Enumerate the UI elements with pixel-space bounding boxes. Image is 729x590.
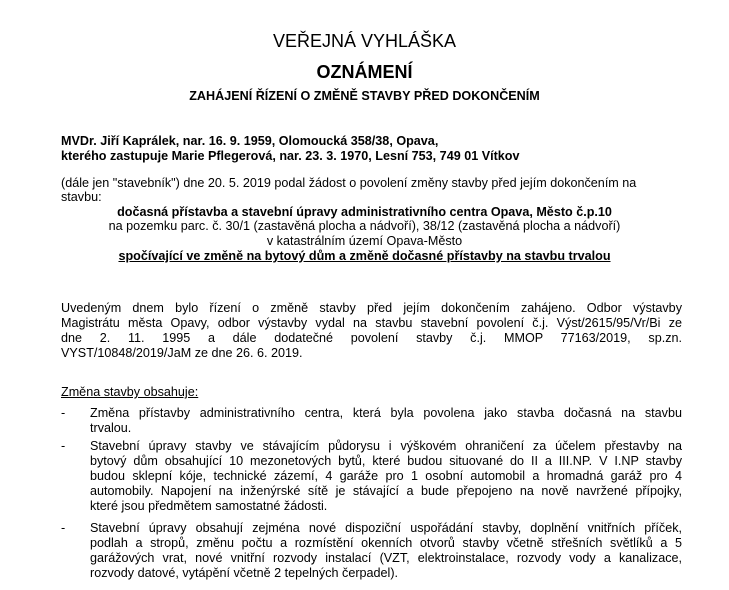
item-2-line-4: automobily. Napojení na inženýrské sítě je stávající a bude přepojeno na nově navržené přípojky,	[90, 484, 682, 498]
applicant-line-1: MVDr. Jiří Kaprálek, nar. 16. 9. 1959, Olomoucká 358/38, Opava,	[61, 134, 439, 148]
document-subtitle: OZNÁMENÍ	[316, 62, 413, 82]
building-name: dočasná přístavba a stavební úpravy administrativního centra Opava, Město č.p.10	[117, 205, 612, 219]
list-bullet: -	[61, 439, 66, 453]
item-3-line-3: garážových vrat, nové vnitřní rozvody instalací (VZT, elektroinstalace, rozvody vody a kanalizace,	[90, 551, 682, 565]
item-2-line-2: bytový dům obsahující 10 mezonetových bytů, které budou situované do II a III.NP. V I.NP stavby	[90, 454, 682, 468]
list-bullet: -	[61, 406, 66, 420]
item-2-line-5: které jsou předmětem samostatné žádosti.	[90, 499, 328, 513]
intro-line-2: stavbu:	[61, 190, 102, 204]
item-1-line-2: trvalou.	[90, 421, 132, 435]
contents-heading: Změna stavby obsahuje:	[61, 385, 199, 399]
document-title: VEŘEJNÁ VYHLÁŠKA	[272, 31, 457, 51]
item-2-line-1: Stavební úpravy stavby ve stávajícím půdorysu i výškovém ohraničení za účelem přestavby na	[90, 439, 682, 453]
item-3-line-1: Stavební úpravy obsahují zejména nové dispoziční uspořádání stavby, doplnění vnitřních příček,	[90, 521, 682, 535]
item-3-line-2: podlah a stropů, změnu počtu a rozmístění okenních otvorů stavby včetně střešních světlíků a 5	[90, 536, 682, 550]
item-3-line-4: rozvody datové, vytápění včetně 2 tepelných čerpadel).	[90, 566, 399, 580]
list-bullet: -	[61, 521, 66, 535]
notice-line-4: VYST/10848/2019/JaM ze dne 26. 6. 2019.	[61, 346, 303, 360]
intro-line-1: (dále jen "stavebník") dne 20. 5. 2019 podal žádost o povolení změny stavby před jejím dokončením na	[61, 176, 637, 190]
building-change: spočívající ve změně na bytový dům a změně dočasné přístavby na stavbu trvalou	[118, 249, 611, 263]
notice-line-1: Uvedeným dnem bylo řízení o změně stavby před jejím dokončením zahájeno. Odbor výstavby	[61, 301, 682, 315]
item-2-line-3: budou sklepní kóje, technické zázemí, 4 garáže pro 1 osobní automobil a hromadná garáž pro 4	[90, 469, 682, 483]
notice-line-2: Magistrátu města Opavy, odbor výstavby vydal na stavbu stavební povolení č.j. Výst/2615/95/Vr/Bi ze	[61, 316, 682, 330]
building-territory: v katastrálním území Opava-Město	[266, 234, 463, 248]
building-parcel: na pozemku parc. č. 30/1 (zastavěná plocha a nádvoří), 38/12 (zastavěná plocha a nádvoří)	[108, 219, 621, 233]
document-heading: ZAHÁJENÍ ŘÍZENÍ O ZMĚNĚ STAVBY PŘED DOKONČENÍM	[189, 89, 540, 103]
notice-line-3: dne 2. 11. 1995 a dále dodatečné povolení stavby č.j. MMOP 77163/2019, sp.zn.	[61, 331, 682, 345]
applicant-line-2: kterého zastupuje Marie Pflegerová, nar. 23. 3. 1970, Lesní 753, 749 01 Vítkov	[61, 149, 520, 163]
item-1-line-1: Změna přístavby administrativního centra, která byla povolena jako stavba dočasná na stavbu	[90, 406, 682, 420]
